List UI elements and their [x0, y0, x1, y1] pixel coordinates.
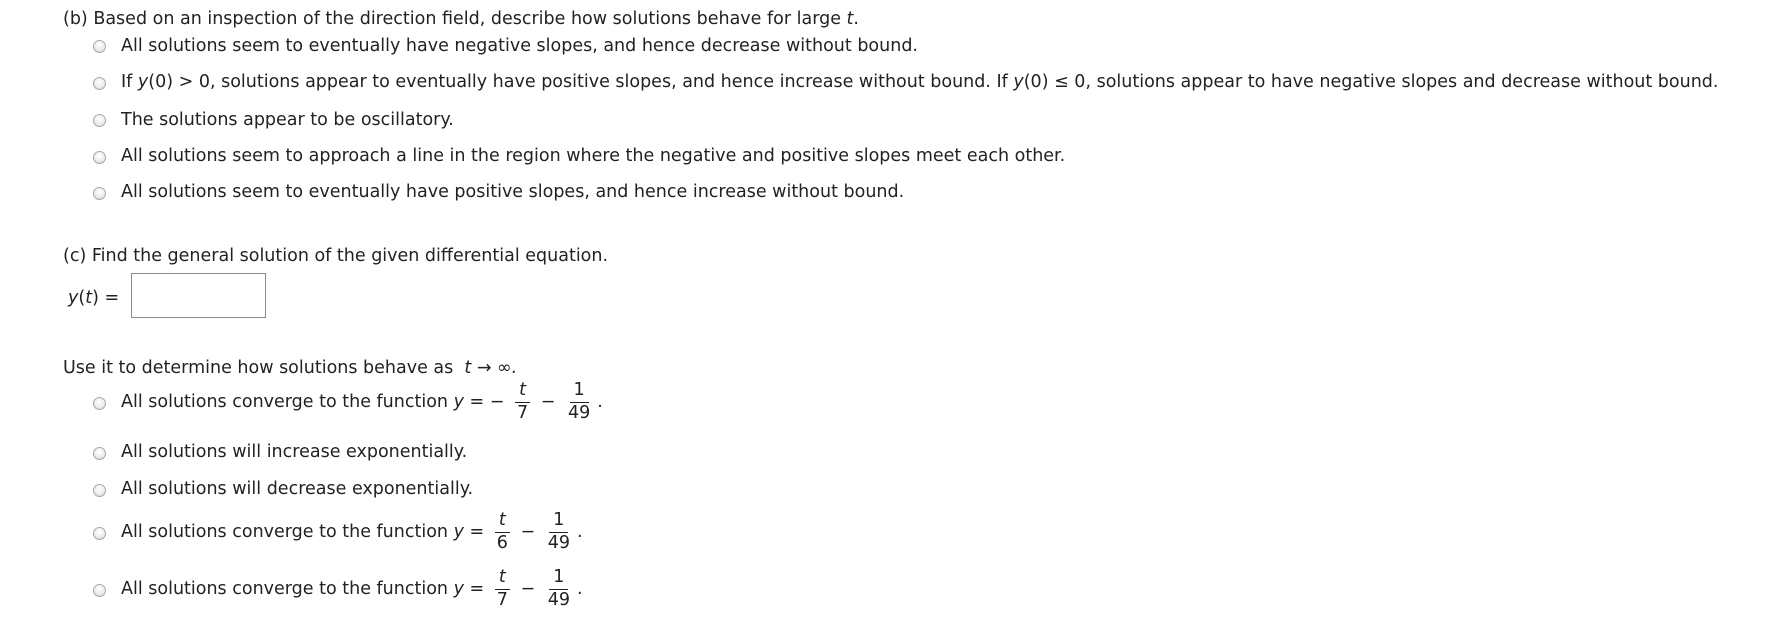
option-text: All solutions converge to the function — [121, 579, 454, 599]
minus-sign: − — [540, 392, 556, 412]
option-text: All solutions converge to the function — [121, 522, 454, 542]
answer-label-open: ( — [78, 288, 86, 308]
option-var-y: y — [453, 392, 464, 412]
answer-label-y: y — [68, 288, 79, 308]
part-c-option-5-radio[interactable] — [93, 584, 106, 597]
part-c-prompt: (c) Find the general solution of the given differential equation. — [63, 246, 609, 266]
part-c-option-1-label — [121, 382, 603, 422]
part-b-option-5-radio[interactable] — [93, 187, 106, 200]
option-equals: = − — [463, 392, 505, 412]
option-var-y: y — [453, 579, 464, 599]
part-c-option-2-radio[interactable] — [93, 447, 106, 460]
general-solution-input[interactable] — [131, 273, 266, 318]
part-b-option-4-radio[interactable] — [93, 151, 106, 164]
part-c-option-4-radio[interactable] — [93, 527, 106, 540]
part-b-option-5-label: All solutions seem to eventually have positive slopes, and hence increase without bound. — [121, 182, 905, 202]
part-b-option-4-label: All solutions seem to approach a line in the region where the negative and positive slopes meet each other. — [121, 146, 1066, 166]
fraction-denominator: 7 — [496, 589, 508, 610]
part-c-option-4-label — [121, 512, 583, 552]
use-it-limit: t → ∞. — [464, 358, 518, 378]
option-end: . — [577, 579, 583, 599]
fraction-t-over-6 — [493, 512, 512, 552]
part-c-option-5-label — [121, 569, 583, 609]
part-b-option-2-label — [121, 72, 1718, 92]
fraction-numerator: 1 — [570, 382, 589, 403]
fraction-t-over-7 — [493, 569, 512, 609]
fraction-denominator: 49 — [547, 532, 570, 553]
use-it-text: Use it to determine how solutions behave as — [63, 358, 454, 378]
part-b-option-1-label: All solutions seem to eventually have negative slopes, and hence decrease without bound. — [121, 36, 918, 56]
fraction-denominator: 49 — [567, 402, 591, 423]
option-equals: = — [463, 522, 485, 542]
option-var-y: y — [453, 522, 464, 542]
part-b-option-3-label: The solutions appear to be oscillatory. — [121, 110, 454, 130]
option-end: . — [597, 392, 603, 412]
fraction-numerator: t — [515, 382, 530, 403]
fraction-numerator: t — [495, 569, 510, 590]
part-c-option-3-radio[interactable] — [93, 484, 106, 497]
minus-sign: − — [520, 522, 536, 542]
option-text: All solutions converge to the function — [121, 392, 454, 412]
part-b-prompt-suffix: . — [853, 9, 859, 29]
use-it-prompt — [63, 358, 517, 378]
option-2-var-y1: y — [137, 72, 149, 92]
fraction-1-over-49 — [544, 569, 574, 609]
fraction-denominator: 49 — [547, 589, 570, 610]
fraction-numerator: 1 — [549, 569, 568, 590]
part-b-prompt-text: (b) Based on an inspection of the direction field, describe how solutions behave for large — [63, 9, 847, 29]
fraction-t-over-7 — [513, 382, 532, 422]
minus-sign: − — [520, 579, 536, 599]
option-2-text-c: (0) ≤ 0, solutions appear to have negative slopes and decrease without bound. — [1023, 72, 1719, 92]
part-b-option-3-radio[interactable] — [93, 114, 106, 127]
part-b-option-1-radio[interactable] — [93, 40, 106, 53]
option-end: . — [577, 522, 583, 542]
option-equals: = — [463, 579, 485, 599]
option-2-text-b: (0) > 0, solutions appear to eventually have positive slopes, and hence increase without bound. If — [148, 72, 1014, 92]
part-b-option-2-radio[interactable] — [93, 77, 106, 90]
fraction-1-over-49 — [564, 382, 594, 422]
fraction-denominator: 7 — [516, 402, 529, 423]
part-b-prompt — [63, 9, 859, 29]
part-b-prompt-var: t — [846, 9, 854, 29]
answer-label-close: ) = — [92, 288, 120, 308]
option-2-text-a: If — [121, 72, 138, 92]
answer-label-t: t — [85, 288, 93, 308]
fraction-numerator: 1 — [549, 512, 568, 533]
part-c-option-1-radio[interactable] — [93, 397, 106, 410]
fraction-numerator: t — [495, 512, 510, 533]
part-c-option-3-label: All solutions will decrease exponentially. — [121, 479, 474, 499]
fraction-denominator: 6 — [496, 532, 508, 553]
option-2-var-y2: y — [1013, 72, 1024, 92]
part-c-option-2-label: All solutions will increase exponentially. — [121, 442, 468, 462]
answer-label — [68, 288, 119, 308]
fraction-1-over-49 — [544, 512, 574, 552]
